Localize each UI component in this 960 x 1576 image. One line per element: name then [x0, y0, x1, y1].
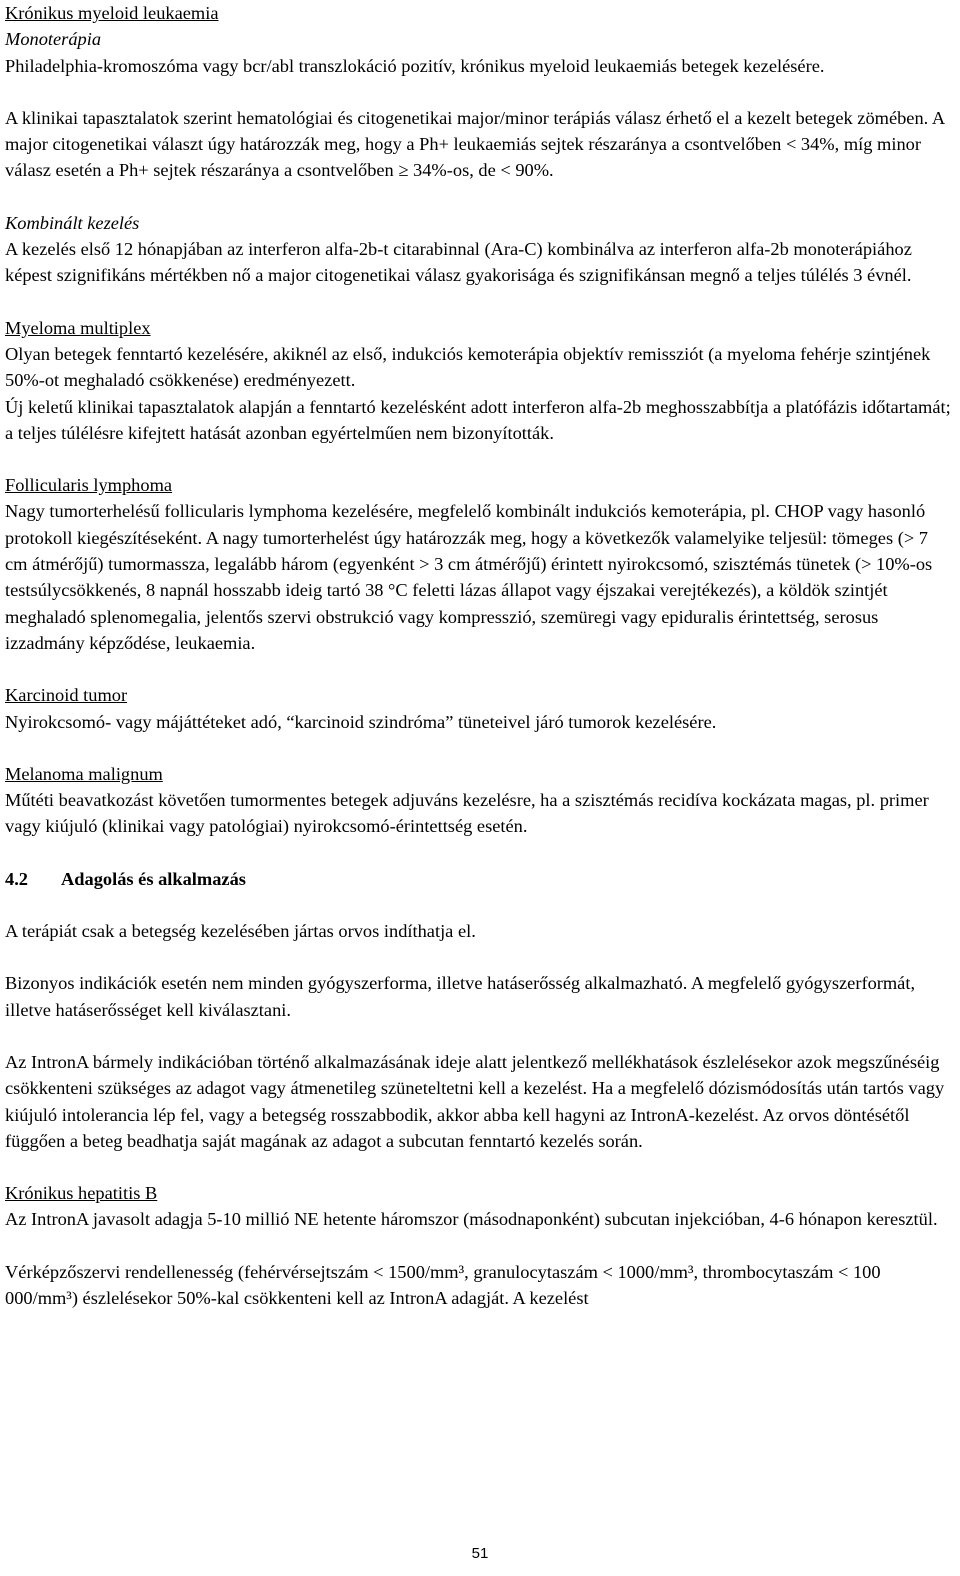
paragraph: Philadelphia-kromoszóma vagy bcr/abl transzlokáció pozitív, krónikus myeloid leukaemiás betegek kezelésére. [5, 55, 825, 76]
paragraph: Új keletű klinikai tapasztalatok alapján a fenntartó kezelésként adott interferon alfa-2b meghosszabbítja a platófázis időtartamát; a teljes túlélésre kifejtett hatását azonban egyértelműen nem bizonyították. [5, 396, 951, 443]
section-heading-4-2 [5, 866, 953, 892]
paragraph: Bizonyos indikációk esetén nem minden gyógyszerforma, illetve hatáserősség alkalmazható. A megfelelő gyógyszerformát, illetve hatáserősséget kell kiválasztani. [5, 973, 916, 1020]
paragraph: Nagy tumorterhelésű follicularis lymphoma kezelésére, megfelelő kombinált indukciós kemoterápia, pl. CHOP vagy hasonló protokoll kiegészítéseként. A nagy tumorterhelést úgy határozzák meg, hogy a következők valamelyike teljesül: tömeges (> 7 cm átmérőjű) tumormassza, legalább három (egyenként > 3 cm átmérőjű) érintett nyirokcsomó, szisztémás tünetek (> 10%-os testsúlycsökkenés, 8 napnál hosszabb ideig tartó 38 °C feletti lázas állapot vagy éjszakai verejtékezés), a köldök szintjét meghaladó splenomegalia, jelentős szervi obstrukció vagy kompresszió, szemüregi vagy epiduralis érintettség, serosus izzadmány képződése, leukaemia. [5, 501, 933, 653]
section-title-hepatitis-b: Krónikus hepatitis B [5, 1183, 158, 1204]
paragraph: Olyan betegek fenntartó kezelésére, akiknél az első, indukciós kemoterápia objektív remissziót (a myeloma fehérje szintjének 50%-ot meghaladó csökkenése) eredményezett. [5, 343, 931, 391]
section-heading-title: Adagolás és alkalmazás [61, 868, 246, 889]
paragraph: A kezelés első 12 hónapjában az interferon alfa-2b-t citarabinnal (Ara-C) kombinálva az interferon alfa-2b monoterápiához képest szignifikáns mértékben nő a major citogenetikai válasz gyakorisága és szignifikánsan megnő a teljes túlélés 3 évnél. [5, 239, 912, 286]
section-title-cml: Krónikus myeloid leukaemia [5, 3, 219, 23]
section-title-myeloma: Myeloma multiplex [5, 317, 151, 338]
section-title-follicular: Follicularis lymphoma [5, 475, 173, 496]
paragraph: A klinikai tapasztalatok szerint hematológiai és citogenetikai major/minor terápiás válasz érhető el a kezelt betegek zömében. A major citogenetikai választ úgy határozzák meg, hogy a Ph+ leukaemiás sejtek részaránya a csontvelőben < 34%, míg minor válasz esetén a Ph+ sejtek részaránya a csontvelőben ≥ 34%-os, de < 90%. [5, 107, 945, 181]
subsection-combination: Kombinált kezelés [5, 212, 140, 233]
paragraph: A terápiát csak a betegség kezelésében jártas orvos indíthatja el. [5, 921, 476, 942]
subsection-monotherapy: Monoterápia [5, 29, 102, 50]
page-number: 51 [471, 1545, 489, 1562]
section-title-melanoma: Melanoma malignum [5, 763, 163, 784]
section-title-carcinoid: Karcinoid tumor [5, 685, 128, 706]
section-number: 4.2 [5, 868, 28, 889]
paragraph: Az IntronA bármely indikációban történő alkalmazásának ideje alatt jelentkező mellékhatások észlelésekor azok megszűnéséig csökkenteni szükséges az adagot vagy átmenetileg szüneteltetni kell a kezelést. Ha a megfelelő dózismódosítás után tartós vagy kiújuló intolerancia lép fel, vagy a betegség rosszabbodik, akkor abba kell hagyni az IntronA-kezelést. Az orvos döntésétől függően a beteg beadhatja saját magának az adagot a subcutan fenntartó kezelés során. [5, 1051, 945, 1151]
paragraph: Vérképzőszervi rendellenesség (fehérvérsejtszám < 1500/mm³, granulocytaszám < 1000/mm³, thrombocytaszám < 100 000/mm³) észlelésekor 50%-kal csökkenteni kell az IntronA adagját. A kezelést [5, 1261, 881, 1308]
paragraph: Az IntronA javasolt adagja 5-10 millió NE hetente háromszor (másodnaponként) subcutan injekcióban, 4-6 hónapon keresztül. [5, 1209, 938, 1230]
document-body [5, 0, 953, 1311]
paragraph: Műtéti beavatkozást követően tumormentes betegek adjuváns kezelésre, ha a szisztémás recidíva kockázata magas, pl. primer vagy kiújuló (klinikai vagy patológiai) nyirokcsomó-érintettség esetén. [5, 790, 929, 837]
paragraph: Nyirokcsomó- vagy májáttéteket adó, “karcinoid szindróma” tüneteivel járó tumorok kezelésére. [5, 711, 717, 732]
